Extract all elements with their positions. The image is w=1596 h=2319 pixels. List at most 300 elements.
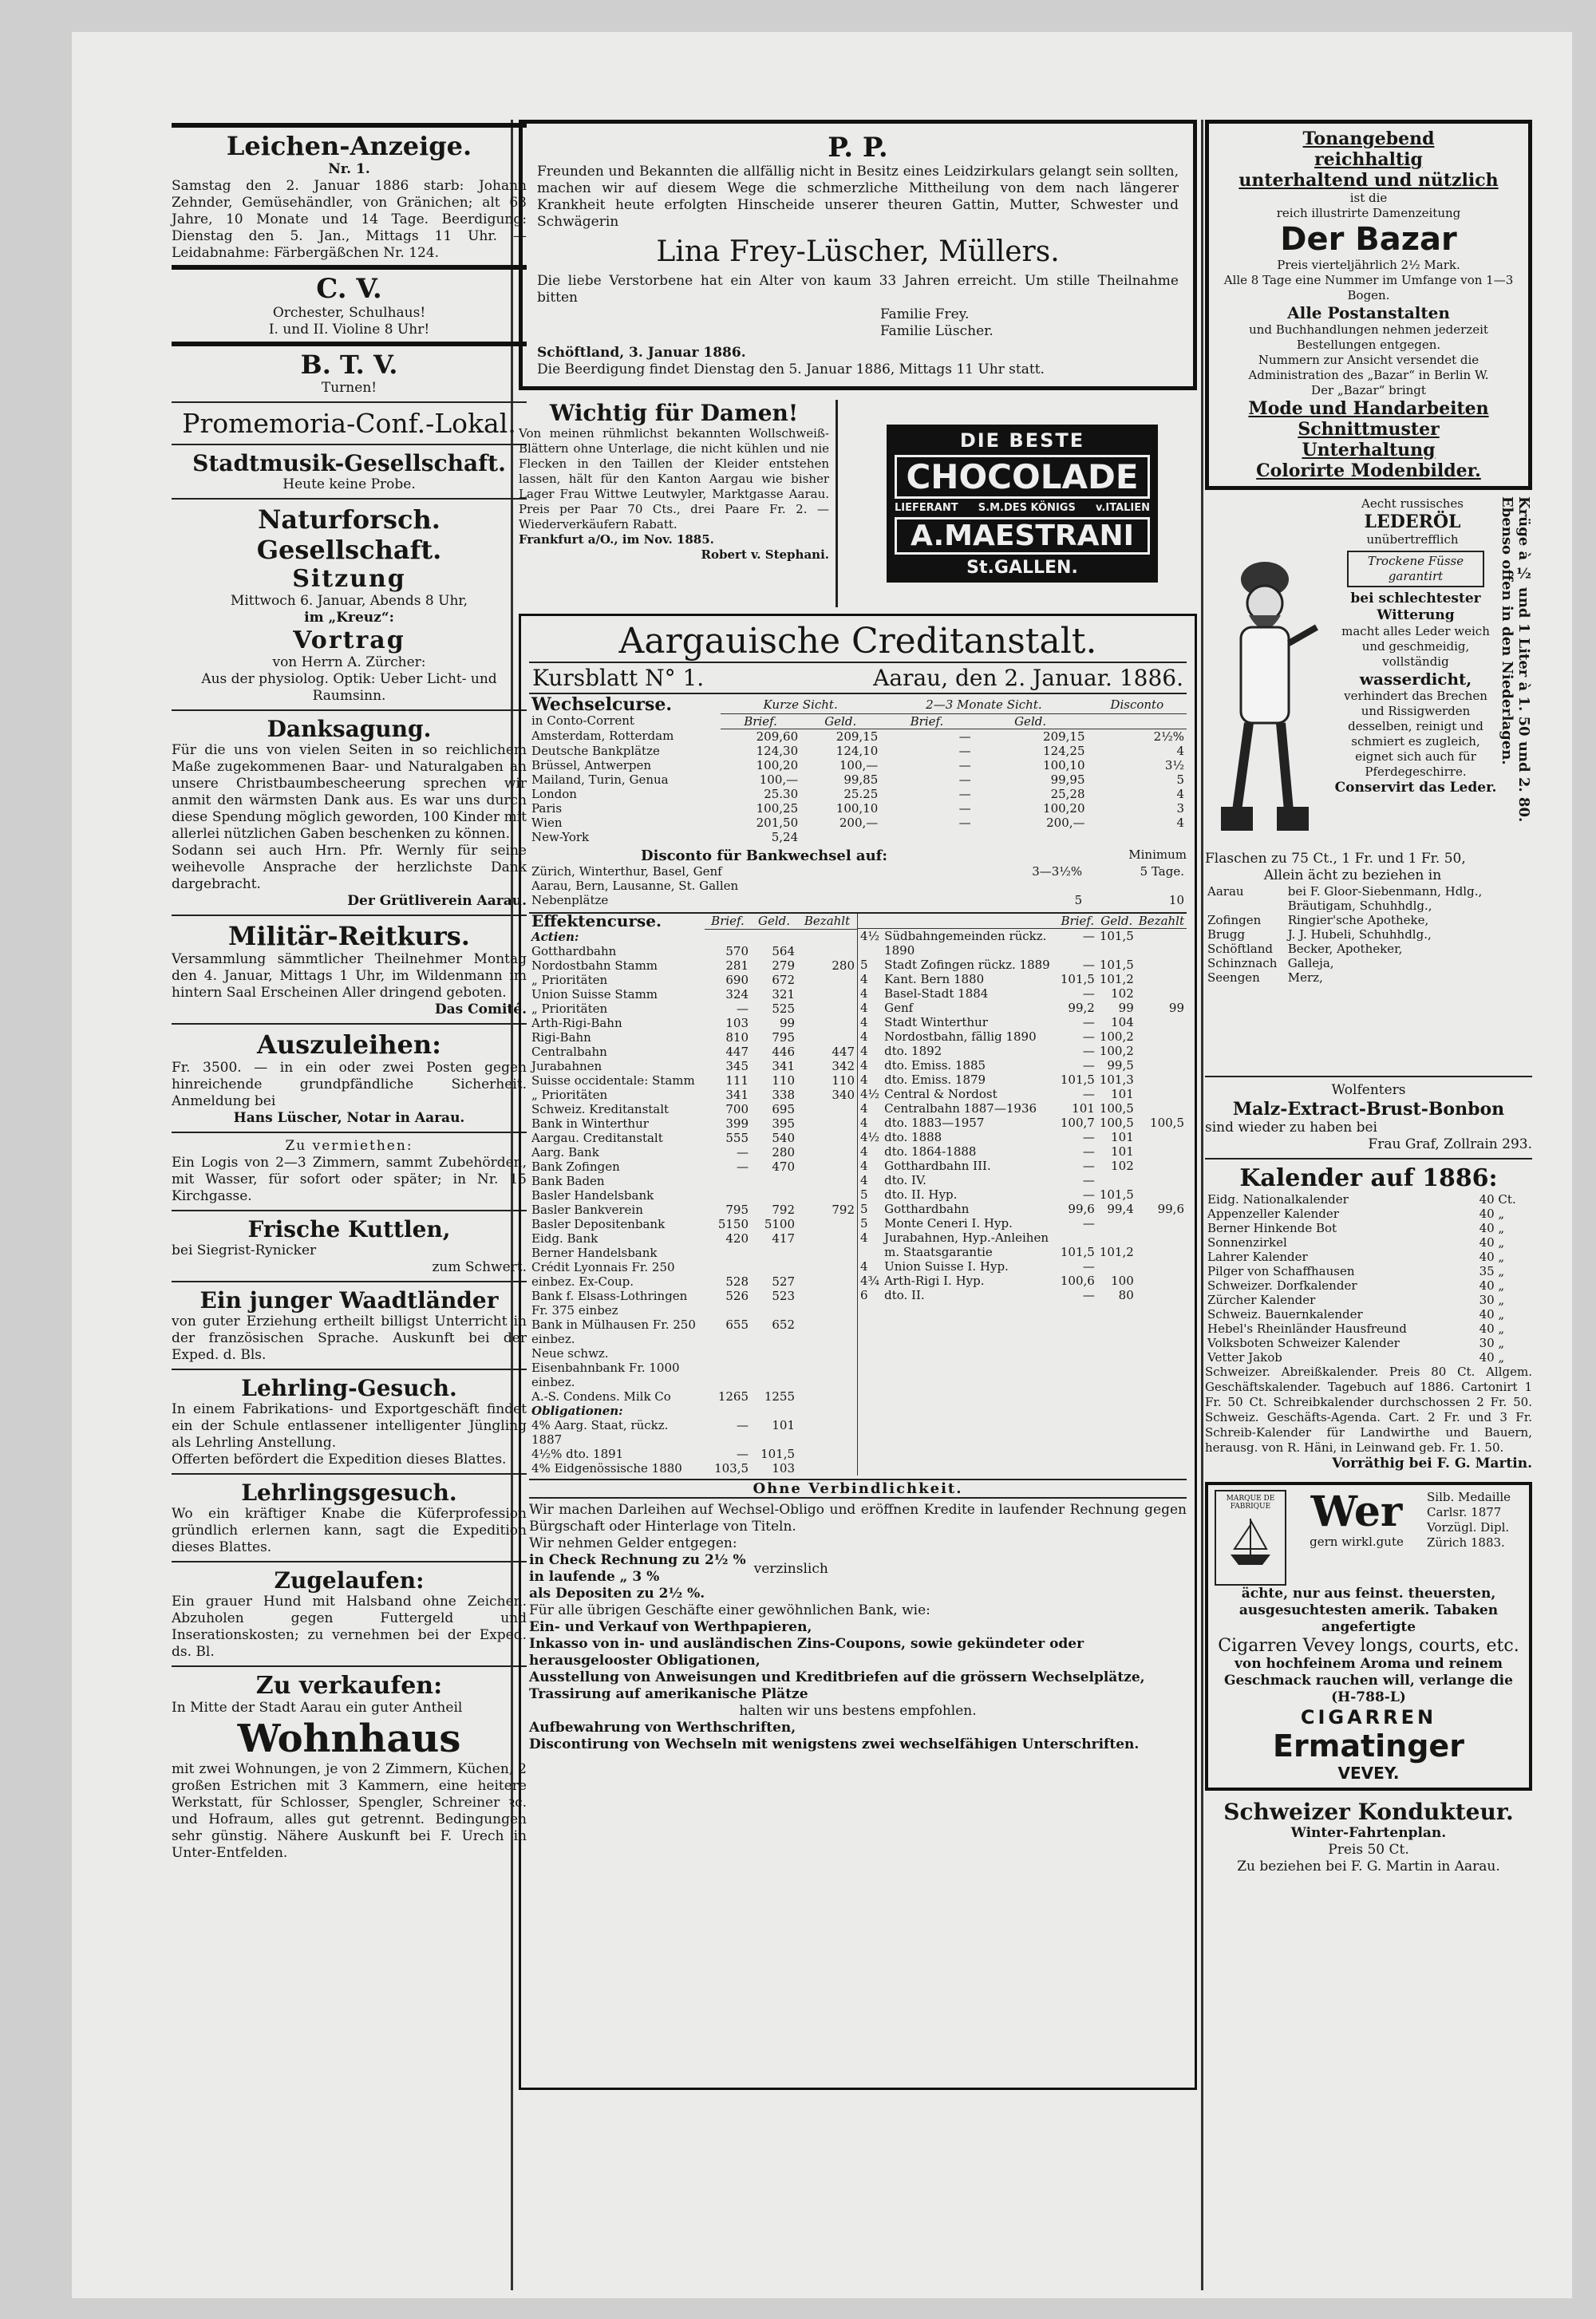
effekt-row-cell: Genf: [884, 1000, 914, 1015]
promemoria-title: Promemoria-Conf.-Lokal.: [182, 408, 516, 439]
disc-title: Disconto für Bankwechsel auf:: [641, 847, 888, 864]
kutt-title: Frische Kuttlen,: [247, 1216, 451, 1242]
effekt-row-cell: dto. Emiss. 1885: [884, 1057, 986, 1073]
dealer-row-cell: Brugg: [1207, 927, 1246, 942]
effekt-row-cell: [1136, 1058, 1187, 1073]
sitzung-line: im „Kreuz“:: [304, 610, 394, 626]
disc-row-cell: 5 Tage.: [1140, 863, 1184, 879]
effekt-row-cell: [1136, 1101, 1187, 1116]
kondukteur-line: Preis 50 Ct.: [1328, 1842, 1409, 1858]
effekt-row-cell: 4: [860, 1000, 868, 1015]
lederoel-line: Aecht russisches: [1361, 496, 1464, 511]
bazar-line: Schnittmuster: [1298, 419, 1440, 440]
kalender-row-cell: Appenzeller Kalender: [1207, 1207, 1339, 1221]
effekt-row-cell: [705, 1260, 751, 1274]
effekt-row-cell: [797, 1188, 857, 1203]
choc-line: S.M.DES KÖNIGS: [978, 502, 1076, 514]
effekt-row: [858, 1001, 1187, 1015]
effekten-right-table: [858, 914, 1187, 1302]
effekt-row-cell: Bank Baden: [531, 1174, 605, 1188]
effekt-row-cell: 100,6: [1060, 1273, 1095, 1288]
kalender-row-cell: 40 „: [1479, 1250, 1505, 1264]
kalender-row-cell: 40 „: [1479, 1235, 1505, 1250]
kalender-row-cell: Schweiz. Bauernkalender: [1207, 1307, 1363, 1321]
effekt-row-cell: 279: [772, 958, 796, 973]
effekt-row-cell: 101: [1072, 1100, 1095, 1116]
effekt-row-cell: 526: [725, 1289, 749, 1303]
wechsel-row-cell: Brüssel, Antwerpen: [531, 757, 652, 772]
kalender-row: [1205, 1278, 1532, 1293]
effekt-row: [858, 1187, 1187, 1202]
effekt-row-cell: 4: [860, 1144, 868, 1159]
effekt-row-cell: [751, 1246, 797, 1260]
cv-line: Orchester, Schulhaus!: [272, 305, 426, 321]
malz-line: Frau Graf, Zollrain 293.: [1368, 1136, 1532, 1152]
malz-line: sind wieder zu haben bei: [1205, 1120, 1377, 1136]
credit-kursblatt: [529, 662, 1187, 694]
effekt-row-cell: 99,4: [1107, 1201, 1134, 1216]
lederoel-body: [1205, 496, 1500, 985]
header-brief: Brief.: [880, 713, 973, 729]
effekt-row-cell: [797, 1174, 857, 1188]
effekt-row-cell: dto. II.: [884, 1287, 925, 1302]
kutt-line: zum Schwert.: [432, 1259, 527, 1275]
kalender-title: Kalender auf 1886:: [1239, 1164, 1498, 1192]
effekt-row-cell: 540: [772, 1131, 796, 1145]
lederoel-dealers: [1205, 884, 1500, 985]
effekt-row-cell: [751, 1174, 797, 1188]
effekt-row: [858, 1231, 1187, 1245]
dealer-row-cell: Aarau: [1207, 884, 1244, 899]
effekt-row-cell: 102: [1111, 986, 1134, 1001]
wechsel-row: [529, 758, 1187, 772]
wechsel-row-cell: 4: [1176, 786, 1184, 801]
effekten-right: [858, 914, 1187, 1476]
disc-row: [529, 864, 1187, 879]
pp-name: Lina Frey-Lüscher, Müllers.: [656, 235, 1060, 268]
pp-text: Freunden und Bekannten die allfällig nicht in Besitz eines Leidzirkulars gelangt sein sollten, machen wir auf diesem Wege die schmerzliche Mittheilung von dem nach längerer Krankheit heute erfolgten Hinscheide unserer theuren Gattin, Mutter, Schwester und Schwägerin: [537, 164, 1179, 230]
effekt-row-cell: —: [1082, 1172, 1095, 1187]
effekt-row: [529, 944, 857, 958]
disc-row: [529, 879, 1187, 893]
effekt-row: [529, 1389, 857, 1404]
effekt-row: [529, 1131, 857, 1145]
effekt-row-cell: 99,6: [1068, 1201, 1095, 1216]
effekt-row-cell: —: [1082, 928, 1095, 943]
kalender-row-cell: Lahrer Kalender: [1207, 1250, 1308, 1264]
dealer-row: [1205, 942, 1500, 956]
wechsel-row-cell: 100,—: [759, 772, 799, 787]
wechsel-row-cell: 124,25: [1043, 743, 1085, 758]
wechsel-row-cell: 5,24: [771, 829, 799, 844]
effekt-row-cell: 395: [772, 1116, 796, 1131]
dealer-row-cell: Galleja,: [1287, 956, 1334, 970]
credit-date: Aarau, den 2. Januar. 1886.: [873, 665, 1183, 691]
effekt-row-cell: Eidg. Bank: [531, 1231, 598, 1246]
effekt-row-cell: 101: [1111, 1086, 1134, 1101]
effekt-row-cell: [1136, 1231, 1187, 1245]
lederoel-line: wasserdicht,: [1359, 670, 1472, 689]
header-geld: Geld.: [800, 713, 880, 729]
wechsel-row-cell: 124,30: [756, 743, 799, 758]
pp-signature: Familie Frey.: [880, 306, 970, 322]
effekt-row-cell: Bank f. Elsass-Lothringen Fr. 375 einbez: [531, 1289, 688, 1318]
creditanstalt-ad: [519, 614, 1197, 2090]
ausz-text: Fr. 3500. — in ein oder zwei Posten gegen hinreichende grundpfändliche Sicherheit. Anmeldung bei: [172, 1060, 527, 1109]
effekt-row-cell: —: [1082, 1158, 1095, 1173]
effekt-row: [529, 1346, 857, 1389]
effekt-row-cell: [1136, 1259, 1187, 1274]
effekt-row: [858, 1044, 1187, 1058]
effekt-row: [858, 1159, 1187, 1173]
effekt-row-cell: „ Prioritäten: [531, 973, 608, 987]
header-geld: Geld.: [751, 914, 797, 930]
waadt-text: von guter Erziehung ertheilt billigst Unterricht in der französischen Sprache. Auskunft bei der Exped. d. Bls.: [172, 1314, 527, 1363]
wechsel-row-cell: Wien: [531, 815, 563, 830]
wechsel-row-cell: London: [531, 786, 577, 801]
effekt-row-cell: —: [1082, 1215, 1095, 1231]
vortrag-line: von Herrn A. Zürcher:: [272, 654, 426, 670]
effekt-row-cell: —: [1082, 1057, 1095, 1073]
wechsel-row-cell: 2½%: [1153, 729, 1184, 744]
effekt-row-cell: 795: [725, 1203, 749, 1217]
effekt-row-cell: Gotthardbahn III.: [884, 1158, 991, 1173]
effekten-left-table: [529, 911, 857, 1476]
dealer-row: [1205, 956, 1500, 970]
effekt-row-cell: 103: [725, 1016, 749, 1030]
effekt-row-cell: [705, 1174, 751, 1188]
dank-text: Sodann sei auch Hrn. Pfr. Wernly für seine weihevolle Ansprache der herzlichste Dank dargebracht.: [172, 843, 527, 892]
wechsel-row-cell: 100,10: [1043, 757, 1085, 772]
effekt-row-cell: —: [737, 1160, 749, 1174]
effekt-row-cell: 340: [832, 1088, 855, 1102]
effekt-row-cell: —: [1082, 1187, 1095, 1202]
dealer-row: [1205, 899, 1500, 913]
vevey-head: [1215, 1487, 1523, 1586]
kalender-row: [1205, 1264, 1532, 1278]
effekt-row-cell: [797, 987, 857, 1001]
effekt-row-cell: dto. Emiss. 1879: [884, 1072, 986, 1087]
effekt-row-cell: 100,2: [1099, 1043, 1134, 1058]
wechsel-row: [529, 801, 1187, 816]
dealer-row-cell: Merz,: [1287, 970, 1323, 985]
disc-row-cell: 3—3½%: [1032, 863, 1083, 879]
vortrag-line: Aus der physiolog. Optik: Ueber Licht- und Raumsinn.: [201, 671, 497, 704]
lederoel-line: verhindert das Brechen und Rissigwerden desselben, reinigt und schmiert es zugleich, eignet sich auch für Pferdegeschirre.: [1344, 689, 1487, 779]
dank-text: Für die uns von vielen Seiten in so reichlichem Maße zugekommenen Baar- und Naturalgaben an unsere Christbaumbescheerung sprechen wir anmit den wärmsten Dank aus. Es war uns durch diese Spendung möglich geworden, 100 Kinder mit allerlei nützlichen Gaben beschenken zu können.: [172, 742, 527, 842]
effekt-row: [529, 1260, 857, 1274]
wechsel-row-cell: 209,60: [756, 729, 799, 744]
wechsel-row: [529, 787, 1187, 801]
effekt-row-cell: 470: [772, 1160, 796, 1174]
effekt-row: [858, 1259, 1187, 1274]
effekt-row-cell: [797, 1246, 857, 1260]
effekt-row-cell: A.-S. Condens. Milk Co: [531, 1389, 671, 1404]
lederoel-line: unübertrefflich: [1366, 532, 1459, 547]
effekt-row-cell: Suisse occidentale: Stamm: [531, 1073, 695, 1088]
effekt-row: [529, 1073, 857, 1088]
oblig-row-cell: 103: [772, 1461, 796, 1476]
choc-line: LIEFERANT: [895, 502, 958, 514]
effekt-row-cell: Kant. Bern 1880: [884, 971, 985, 986]
lederoel-sign: Trockene Füsse garantirt: [1347, 551, 1484, 587]
dealer-row-cell: Schinznach: [1207, 956, 1278, 970]
chocolade-ad: [847, 400, 1197, 607]
effekt-row-cell: —: [1082, 1043, 1095, 1058]
divider: [172, 1369, 527, 1370]
effekt-row-cell: [797, 1131, 857, 1145]
effekt-row-cell: [1136, 1144, 1187, 1159]
effekt-row-cell: 101,5: [1060, 1244, 1095, 1259]
effekt-row-cell: Stadt Winterthur: [884, 1014, 988, 1029]
wechsel-row-cell: 200,—: [1046, 815, 1085, 830]
effekt-row-cell: 4: [860, 1172, 868, 1187]
effekt-row-cell: 652: [772, 1318, 796, 1332]
effekt-row-cell: 4½: [860, 928, 880, 943]
oblig-row-cell: 4½% dto. 1891: [531, 1447, 624, 1461]
divider: [172, 1281, 527, 1282]
effekt-row: [858, 1144, 1187, 1159]
effekt-row-cell: 570: [725, 944, 749, 958]
effekt-row-cell: „ Prioritäten: [531, 1088, 608, 1102]
vevey-city: VEVEY.: [1337, 1764, 1400, 1783]
oblig-row-cell: 4% Eidgenössische 1880: [531, 1461, 682, 1476]
oblig-row: [529, 1447, 857, 1461]
effekt-row-cell: 101,5: [1099, 957, 1134, 972]
header-brief: Brief.: [1058, 914, 1097, 929]
effekt-row-cell: [797, 1346, 857, 1389]
kalender-row: [1205, 1235, 1532, 1250]
effekt-row-cell: m. Staatsgarantie: [884, 1244, 993, 1259]
oblig-row: [529, 1418, 857, 1447]
trademark-logo: [1215, 1490, 1286, 1586]
dank-title: Danksagung.: [267, 716, 432, 742]
divider: [172, 123, 527, 128]
wechsel-row-cell: 200,—: [839, 815, 879, 830]
kalender-row-cell: Pilger von Schaffhausen: [1207, 1264, 1355, 1278]
effekt-row-cell: dto. 1883—1957: [884, 1115, 985, 1130]
effekt-row-cell: [1058, 1231, 1097, 1245]
effekt-row-cell: [705, 1246, 751, 1260]
effekt-row-cell: [1136, 1073, 1187, 1087]
kalender-row-cell: 40 „: [1479, 1307, 1505, 1321]
damen-text: Von meinen rühmlichst bekannten Wollschweiß-Blättern ohne Unterlage, die nicht kühlen und nie Flecken in den Taillen der Kleider entstehen lassen, hält für den Kanton Aargau wie bisher Lager Frau Wittwe Leutwyler, Marktgasse Aarau. Preis per Paar 70 Cts., drei Paare Fr. 2. — Wiederverkäufern Rabatt.: [519, 426, 829, 531]
effekt-row-cell: [797, 1145, 857, 1160]
effekt-row-cell: 700: [725, 1102, 749, 1116]
effekt-row-cell: 4: [860, 1014, 868, 1029]
bazar-line: Colorirte Modenbilder.: [1256, 460, 1481, 481]
effekt-row-cell: [1097, 1173, 1136, 1187]
credit-kurs: Kursblatt N° 1.: [532, 665, 705, 691]
wechsel-row-cell: 100,—: [839, 757, 879, 772]
effekt-row-cell: Centralbahn 1887—1936: [884, 1100, 1037, 1116]
kalender-row: [1205, 1307, 1532, 1321]
cv-title: C. V.: [316, 273, 382, 305]
bazar-line: Der „Bazar“ bringt: [1311, 383, 1426, 397]
effekt-row: [858, 1130, 1187, 1144]
effekt-row-cell: 4¾: [860, 1273, 880, 1288]
divider: [172, 401, 527, 403]
service-line: Ausstellung von Anweisungen und Kreditbriefen auf die grössern Wechselplätze,: [529, 1669, 1145, 1685]
kalender-row: [1205, 1321, 1532, 1336]
effekt-row-cell: 342: [832, 1059, 855, 1073]
effekt-row-cell: 564: [772, 944, 796, 958]
effekt-row-cell: 111: [725, 1073, 749, 1088]
wechsel-row-cell: 99,95: [1050, 772, 1085, 787]
effekt-row-cell: 4: [860, 1100, 868, 1116]
wechsel-row-cell: 4: [1176, 815, 1184, 830]
wechsel-row-cell: 3½: [1164, 757, 1184, 772]
vevey-wer-block: [1291, 1487, 1422, 1586]
effekt-row-cell: Basel-Stadt 1884: [884, 986, 989, 1001]
effekt-row-cell: 399: [725, 1116, 749, 1131]
wechsel-row-cell: New-York: [531, 829, 590, 844]
sitzung-line: Mittwoch 6. Januar, Abends 8 Uhr,: [230, 593, 468, 609]
effekt-row: [529, 1217, 857, 1231]
effekt-row-cell: 101: [1111, 1129, 1134, 1144]
effekt-row: [858, 1173, 1187, 1187]
effekt-row-cell: Basler Bankverein: [531, 1203, 643, 1217]
bazar-line: Nummern zur Ansicht versendet die Administration des „Bazar“ in Berlin W.: [1248, 353, 1489, 382]
dealer-row-cell: Ringier'sche Apotheke,: [1287, 913, 1429, 927]
chocolade-box: [887, 425, 1158, 583]
bazar-line: Tonangebend: [1302, 128, 1435, 149]
wechsel-row-cell: —: [958, 815, 971, 830]
zugelaufen-title: Zugelaufen:: [274, 1567, 425, 1594]
wechsel-row-cell: 100,20: [1043, 800, 1085, 816]
effekt-row: [529, 1016, 857, 1030]
effekt-row-cell: [797, 1001, 857, 1016]
effekt-row-cell: —: [1082, 1144, 1095, 1159]
damen-ad: [519, 400, 838, 607]
dealer-row: [1205, 884, 1500, 899]
effekt-row-cell: einbez. Ex-Coup.: [531, 1274, 634, 1289]
effekt-row-cell: 280: [772, 1145, 796, 1160]
wechsel-row-cell: —: [958, 729, 971, 744]
disc-row-cell: Nebenplätze: [531, 892, 609, 907]
wechsel-row-cell: [880, 830, 973, 844]
effekt-row-cell: 528: [725, 1274, 749, 1289]
verm-text: Ein Logis von 2—3 Zimmern, sammt Zubehörden, mit Wasser, für sofort oder später; in Nr. 15 Kirchgasse.: [172, 1155, 527, 1204]
divider: [172, 342, 527, 346]
divider: [172, 1665, 527, 1667]
effekt-row-cell: [797, 1231, 857, 1246]
wechsel-row-cell: 100,20: [756, 757, 799, 772]
effekt-row-cell: Schweiz. Kreditanstalt: [531, 1102, 670, 1116]
effekt-row-cell: Arth-Rigi I. Hyp.: [884, 1273, 985, 1288]
effekt-row-cell: 527: [772, 1274, 796, 1289]
depositen-text: als Depositen zu 2½ %.: [529, 1586, 705, 1602]
dealer-row: [1205, 970, 1500, 985]
service-line: halten wir uns bestens empfohlen.: [739, 1703, 977, 1719]
effekt-row: [858, 1058, 1187, 1073]
malz-line: Wolfenters: [1331, 1082, 1406, 1098]
effekt-row-cell: [1136, 1015, 1187, 1029]
oblig-row-cell: [797, 1418, 857, 1447]
effekt-row: [858, 1288, 1187, 1302]
verkaufen-title: Zu verkaufen:: [255, 1672, 443, 1700]
kalender-table: [1205, 1192, 1532, 1365]
effekt-row-cell: 695: [772, 1102, 796, 1116]
effekt-row-cell: 5: [860, 1215, 868, 1231]
divider: [1205, 1158, 1532, 1160]
oblig-row-cell: 4% Aarg. Staat, rückz. 1887: [531, 1418, 669, 1447]
wechsel-row-cell: 25.25: [843, 786, 879, 801]
dealer-row-cell: Seengen: [1207, 970, 1260, 985]
header-disc: Disconto: [1088, 697, 1187, 713]
kalender-row-cell: Vetter Jakob: [1207, 1350, 1282, 1365]
effekt-row-cell: [797, 1016, 857, 1030]
vevey-aroma: von hochfeinem Aroma und reinem Geschmack rauchen will, verlange die (H-788-L): [1224, 1656, 1513, 1705]
effekt-row-cell: 4: [860, 1029, 868, 1044]
disc-min: Minimum: [1128, 847, 1187, 862]
kalender-row-cell: Schweizer. Dorfkalender: [1207, 1278, 1357, 1293]
effekt-row-cell: Gotthardbahn: [531, 944, 617, 958]
kalender-row-cell: 35 „: [1479, 1264, 1505, 1278]
effekt-row: [529, 1246, 857, 1260]
ausz-title: Auszuleihen:: [257, 1029, 441, 1060]
dealer-row-cell: Schöftland: [1207, 942, 1273, 956]
effekt-row: [858, 986, 1187, 1001]
divider: [172, 1210, 527, 1211]
effekt-row-cell: 99: [1168, 1000, 1184, 1015]
effekt-row-cell: 99,6: [1157, 1201, 1184, 1216]
dealer-row-cell: Becker, Apotheker,: [1287, 942, 1403, 956]
effekt-row-cell: 101,2: [1099, 971, 1134, 986]
effekt-row-cell: —: [1082, 1014, 1095, 1029]
effekt-row-cell: Aargau. Creditanstalt: [531, 1131, 663, 1145]
effekt-row: [858, 1202, 1187, 1216]
effekt-row: [529, 1059, 857, 1073]
effekt-row-cell: —: [1082, 1086, 1095, 1101]
dealer-row: [1205, 913, 1500, 927]
zugelaufen-text: Ein grauer Hund mit Halsband ohne Zeichen. Abzuholen gegen Futtergeld und Inserationskosten; zu vernehmen bei der Exped. ds. Bl.: [172, 1594, 527, 1660]
effekt-row-cell: [797, 1160, 857, 1174]
dealer-row-cell: Zofingen: [1207, 913, 1262, 927]
lederoel-main: [1205, 547, 1500, 851]
effekt-row-cell: Centralbahn: [531, 1045, 607, 1059]
vevey-ermatinger: Ermatinger: [1273, 1728, 1464, 1764]
wohnhaus-title: Wohnhaus: [237, 1717, 461, 1761]
choc-line: St.GALLEN.: [966, 558, 1078, 578]
effekt-row-cell: Jurabahnen: [531, 1059, 602, 1073]
effekt-row-cell: 4½: [860, 1086, 880, 1101]
effekt-row-cell: 100,5: [1150, 1115, 1184, 1130]
cv-line: I. und II. Violine 8 Uhr!: [268, 322, 430, 338]
effekt-row-cell: Arth-Rigi-Bahn: [531, 1016, 622, 1030]
effekt-row: [529, 1174, 857, 1188]
militaer-signature: Das Comité.: [434, 1001, 527, 1017]
dealer-row-cell: bei F. Gloor-Siebenmann, Hdlg.,: [1287, 884, 1483, 899]
effekt-row-cell: 280: [832, 958, 855, 973]
disc-row-cell: Zürich, Winterthur, Basel, Genf: [531, 863, 722, 879]
effekt-row-cell: [751, 1346, 797, 1389]
pp-signature: Familie Lüscher.: [880, 323, 994, 339]
effekt-row-cell: [797, 1389, 857, 1404]
effekt-row-cell: 5: [860, 1201, 868, 1216]
effekt-row-cell: [1136, 1288, 1187, 1302]
service-line: Trassirung auf amerikanische Plätze: [529, 1686, 808, 1702]
effekt-row-cell: 5150: [717, 1217, 749, 1231]
effekt-row-cell: —: [1082, 1287, 1095, 1302]
choc-line: CHOCOLADE: [895, 455, 1150, 499]
effekt-row-cell: 5: [860, 1187, 868, 1202]
service-line: Ein- und Verkauf von Werthpapieren,: [529, 1619, 812, 1635]
effekt-row-cell: [1136, 1029, 1187, 1044]
effekt-row-cell: [1136, 1245, 1187, 1259]
header-lang: 2—3 Monate Sicht.: [880, 697, 1087, 713]
logo-text: MARQUE DE FABRIQUE: [1226, 1495, 1275, 1511]
